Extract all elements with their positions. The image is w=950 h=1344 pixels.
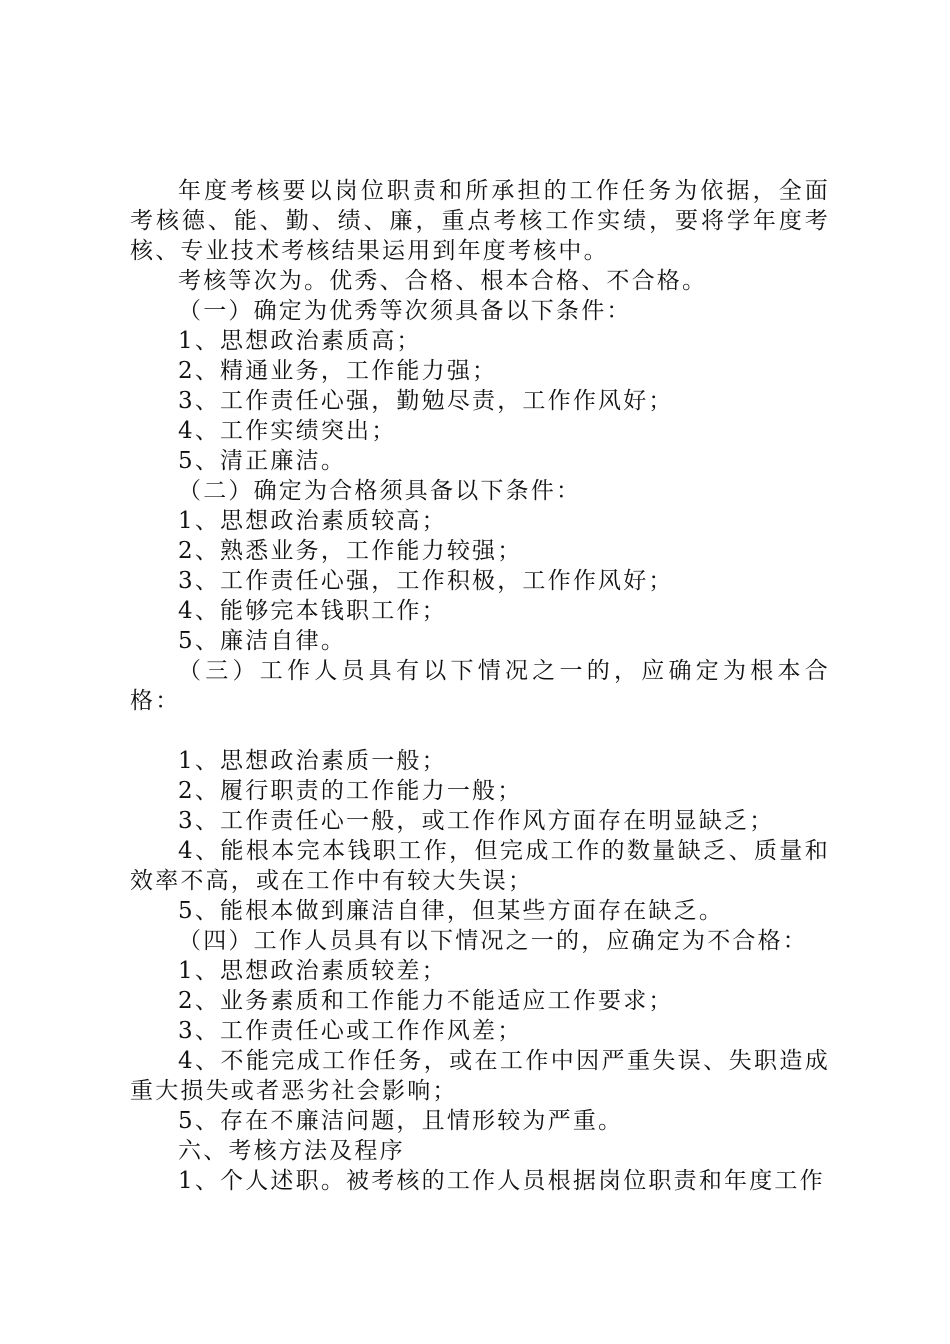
paragraph: 3、工作责任心或工作作风差；: [178, 1018, 523, 1044]
paragraph: 1、思想政治素质高；: [178, 328, 422, 354]
paragraph: 2、履行职责的工作能力一般；: [178, 778, 523, 804]
paragraph: 4、能根本完本钱职工作，但完成工作的数量缺乏、质量和效率不高，或在工作中有较大失误；: [130, 838, 830, 894]
paragraph: 3、工作责任心一般，或工作作风方面存在明显缺乏；: [178, 808, 775, 834]
paragraph: 1、思想政治素质一般；: [178, 748, 447, 774]
paragraph: （四）工作人员具有以下情况之一的，应确定为不合格：: [178, 928, 808, 954]
paragraph: （三）工作人员具有以下情况之一的，应确定为根本合格：: [130, 658, 830, 714]
paragraph: 1、思想政治素质较差；: [178, 958, 447, 984]
paragraph: 1、个人述职。被考核的工作人员根据岗位职责和年度工作: [178, 1168, 825, 1194]
paragraph: 5、廉洁自律。: [178, 628, 347, 654]
paragraph: 4、工作实绩突出；: [178, 418, 397, 444]
paragraph: （二）确定为合格须具备以下条件：: [178, 478, 582, 504]
paragraph: 考核等次为。优秀、合格、根本合格、不合格。: [178, 268, 708, 294]
paragraph: 1、思想政治素质较高；: [178, 508, 447, 534]
paragraph: 六、考核方法及程序: [178, 1138, 405, 1164]
paragraph: 2、业务素质和工作能力不能适应工作要求；: [178, 988, 674, 1014]
paragraph: 5、清正廉洁。: [178, 448, 347, 474]
paragraph: 5、能根本做到廉洁自律，但某些方面存在缺乏。: [178, 898, 725, 924]
paragraph: 3、工作责任心强，工作积极，工作作风好；: [178, 568, 674, 594]
paragraph: 5、存在不廉洁问题，且情形较为严重。: [178, 1108, 624, 1134]
blank-line: [130, 716, 830, 746]
paragraph: （一）确定为优秀等次须具备以下条件：: [178, 298, 632, 324]
paragraph: 4、能够完本钱职工作；: [178, 598, 447, 624]
paragraph: 4、不能完成工作任务，或在工作中因严重失误、失职造成重大损失或者恶劣社会影响；: [130, 1048, 830, 1104]
paragraph: 3、工作责任心强，勤勉尽责，工作作风好；: [178, 388, 674, 414]
document-body: [130, 176, 830, 1196]
paragraph: 2、熟悉业务，工作能力较强；: [178, 538, 523, 564]
paragraph: 2、精通业务，工作能力强；: [178, 358, 498, 384]
paragraph: 年度考核要以岗位职责和所承担的工作任务为依据，全面考核德、能、勤、绩、廉，重点考核工作实绩，要将学年度考核、专业技术考核结果运用到年度考核中。: [130, 178, 830, 264]
